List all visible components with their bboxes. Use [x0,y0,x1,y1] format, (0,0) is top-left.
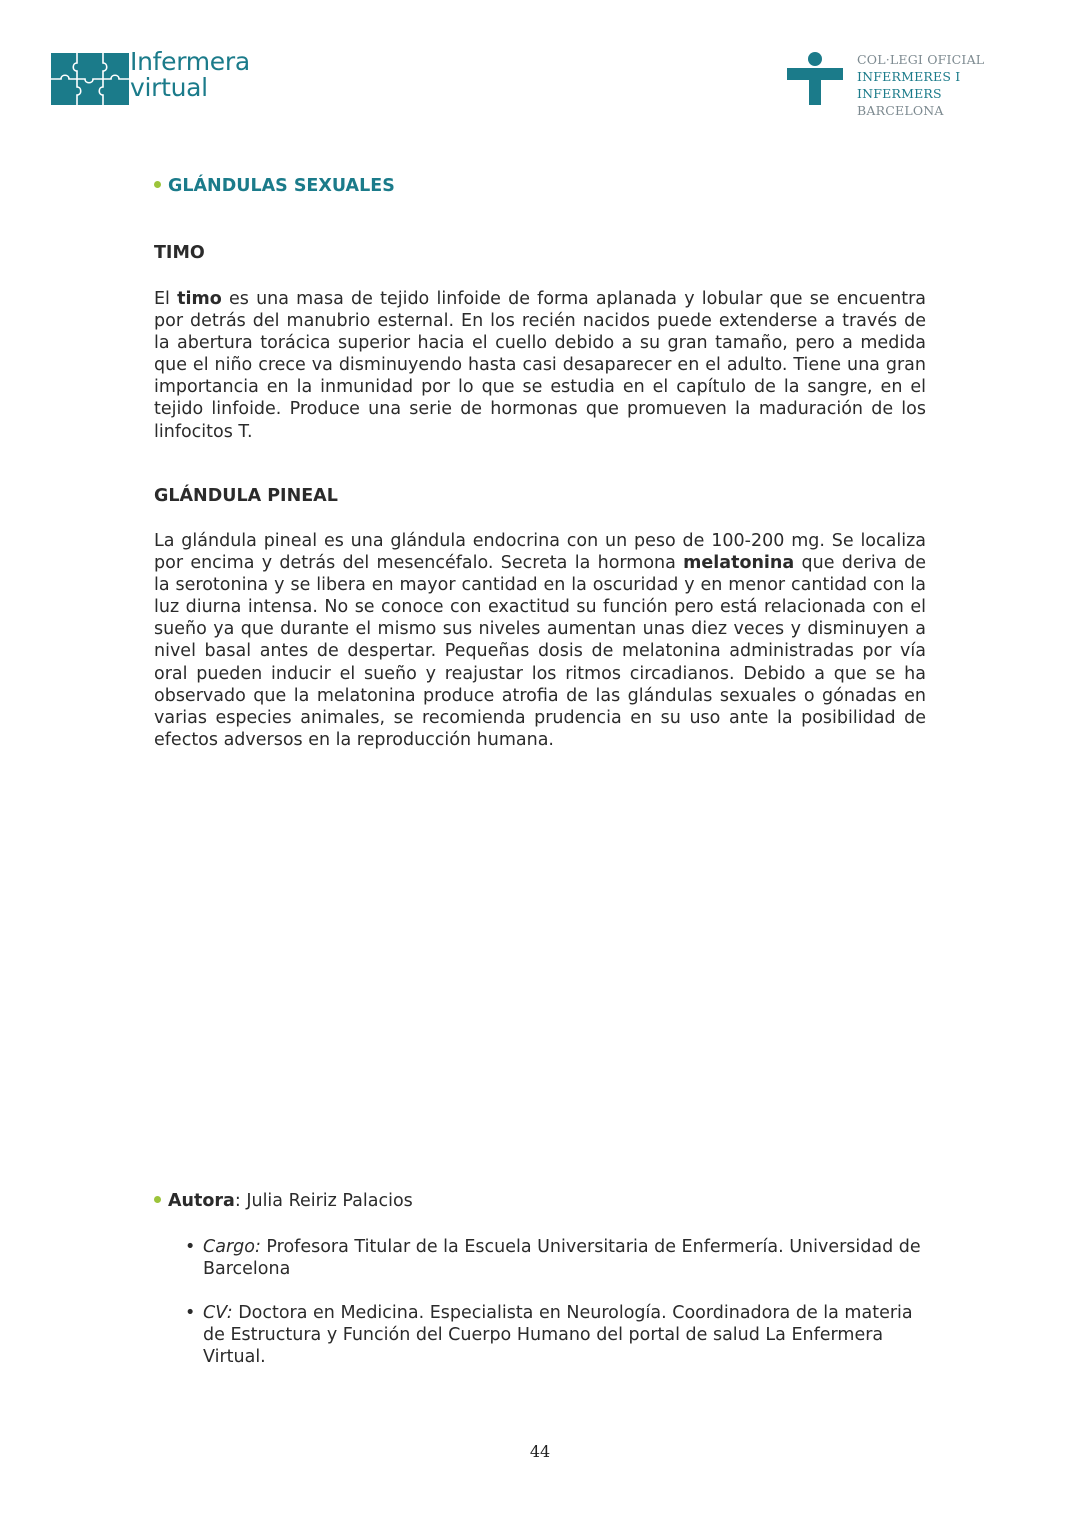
coib-line1: COL·LEGI OFICIAL [857,52,985,67]
page-number: 44 [529,1442,551,1461]
timo-title: TIMO [154,243,205,263]
section-heading-text: GLÁNDULAS SEXUALES [168,176,395,196]
bullet-dot-icon [154,1196,161,1203]
author-details-list [185,1236,930,1280]
item-text: Doctora en Medicina. Especialista en Neurología. Coordinadora de la materia de Estructura y Función del Cuerpo Humano del portal de salud La Enfermera Virtual. [203,1303,913,1367]
text-run: que deriva de la serotonina y se libera en mayor cantidad en la oscuridad y en menor cantidad con la luz diurna intensa. No se conoce con exactitud su función pero está relacionada con el sueño ya que durante el mismo sus niveles aumentan unas diez veces y disminuyen a nivel basal antes de despertar. Pequeñas dosis de melatonina administradas por vía oral pueden inducir el sueño y reajustar los ritmos circadianos. Debido a que se ha observado que la melatonina produce atrofia de las glándulas sexuales o gónadas en varias especies animales, se recomienda prudencia en su uso ante la posibilidad de efectos adversos en la reproducción humana. [154,553,926,750]
author-label: Autora [168,1191,235,1211]
cross-logo-icon [787,51,843,105]
item-text: Profesora Titular de la Escuela Universitaria de Enfermería. Universidad de Barcelona [203,1237,921,1279]
author-separator: : [234,1191,247,1211]
author-name: Julia Reiriz Palacios [246,1191,413,1211]
puzzle-logo-icon [51,53,129,105]
text-run: La glándula pineal es una glándula endocrina con un peso de 100-200 mg. Se localiza por encima y detrás del mesencéfalo. Secreta la hormona [154,531,926,574]
timo-paragraph [154,288,926,443]
bullet-dot-icon [154,181,161,188]
list-item [185,1236,930,1280]
item-label: CV: [203,1303,233,1323]
coib-name [857,51,1047,119]
pineal-paragraph [154,530,926,751]
pineal-title: GLÁNDULA PINEAL [154,486,338,506]
item-label: Cargo: [203,1237,261,1257]
text-run: es una masa de tejido linfoide de forma aplanada y lobular que se encuentra por detrás del manubrio esternal. En los recién nacidos puede extenderse a través de la abertura torácica superior hacia el cuello debido a su gran tamaño, pero a medida que el niño crece va disminuyendo hasta casi desaparecer en el adulto. Tiene una gran importancia en la inmunidad por lo que se estudia en el capítulo de la sangre, en el tejido linfoide. Produce una serie de hormonas que promueven la maduración de los linfocitos T. [154,289,926,442]
list-item [185,1302,930,1368]
bold-term: timo [177,289,222,309]
coib-line3: BARCELONA [857,103,944,118]
author-line [154,1191,413,1211]
author-details-list [185,1302,930,1368]
logo-line1: Infermera [130,47,250,76]
coib-logo [787,51,1047,118]
section-heading [154,176,395,196]
logo-line2: virtual [130,73,208,102]
logo-wordmark [130,49,250,101]
bold-term: melatonina [683,553,795,574]
coib-line2: INFERMERES I INFERMERS [857,69,961,101]
text-run: El [154,289,178,309]
infermera-virtual-logo [51,47,251,107]
